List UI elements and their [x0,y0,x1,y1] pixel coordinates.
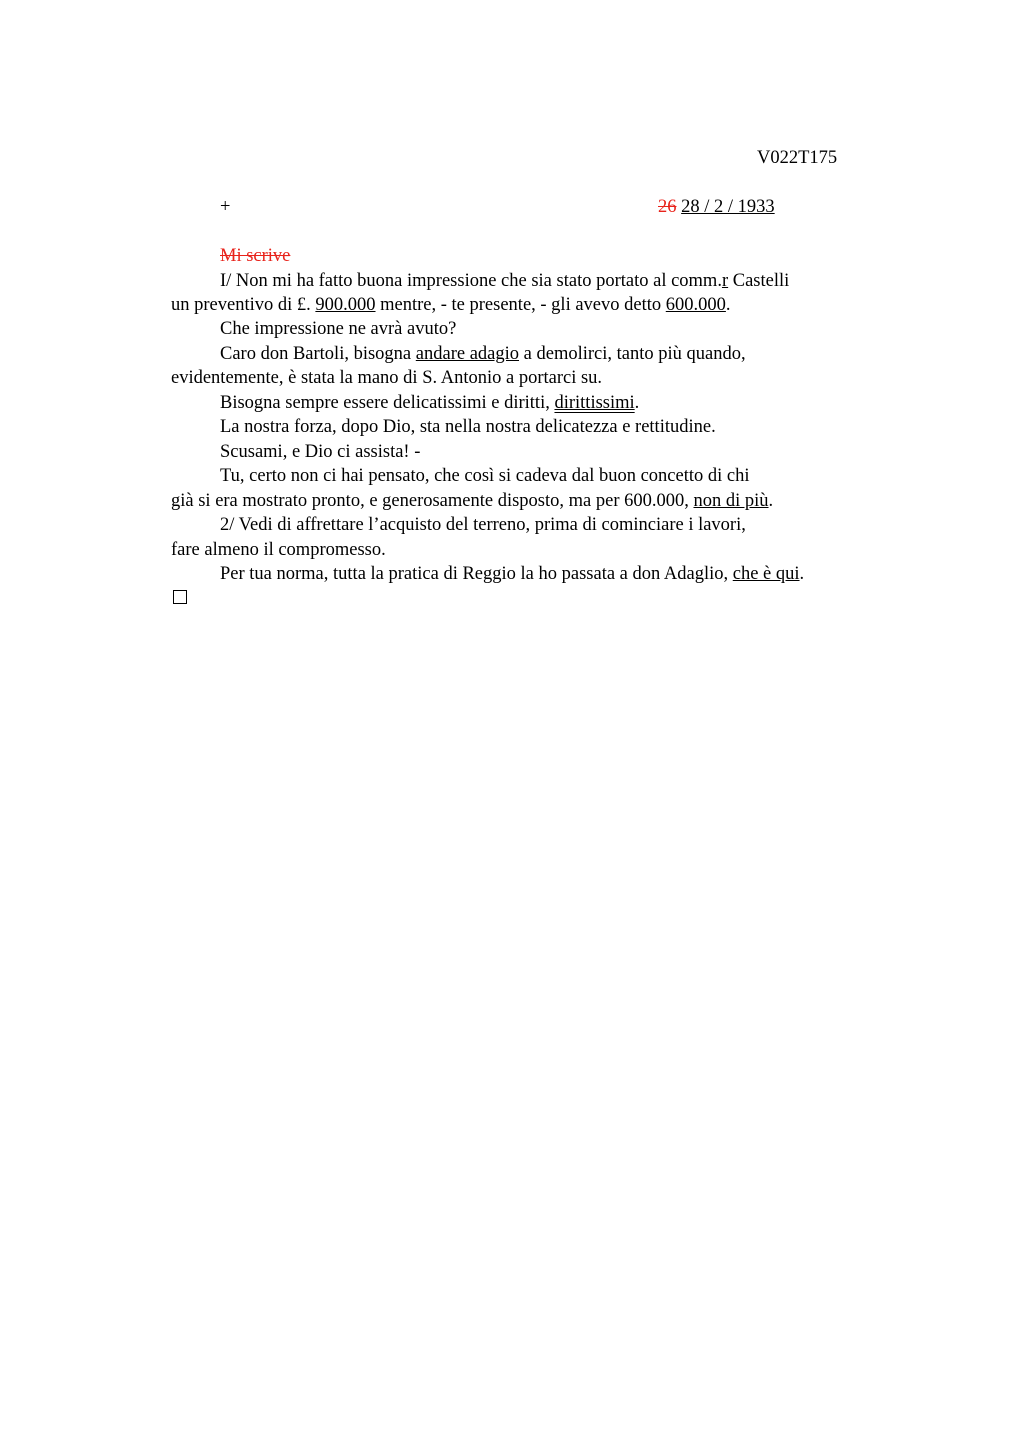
struck-heading: Mi scrive [220,246,291,266]
paragraph-line: un preventivo di £. 900.000 mentre, - te presente, - gli avevo detto 600.000. [171,295,731,315]
paragraph-line: I/ Non mi ha fatto buona impressione che sia stato portato al comm.r Castelli [220,271,790,291]
paragraph-line: La nostra forza, dopo Dio, sta nella nostra delicatezza e rettitudine. [220,417,716,437]
end-box-icon [173,590,187,604]
paragraph-line: evidentemente, è stata la mano di S. Antonio a portarci su. [171,368,603,388]
cross-mark: + [220,197,231,217]
paragraph-line: Scusami, e Dio ci assista! - [220,442,421,462]
paragraph-line: fare almeno il compromesso. [171,540,386,560]
paragraph-line: 2/ Vedi di affrettare l’acquisto del terreno, prima di cominciare i lavori, [220,515,746,535]
paragraph-line: Caro don Bartoli, bisogna andare adagio a demolirci, tanto più quando, [220,344,746,364]
paragraph-line: Che impressione ne avrà avuto? [220,319,457,339]
letter-date [658,196,775,218]
paragraph-line: Per tua norma, tutta la pratica di Reggio la ho passata a don Adaglio, che è qui. [220,564,805,584]
date-value: 28 / 2 / 1933 [681,197,775,217]
paragraph-line: Tu, certo non ci hai pensato, che così si cadeva dal buon concetto di chi [220,466,750,486]
struck-date: 26 [658,197,677,217]
document-id: V022T175 [757,148,838,168]
paragraph-line: già si era mostrato pronto, e generosamente disposto, ma per 600.000, non di più. [171,491,774,511]
paragraph-line: Bisogna sempre essere delicatissimi e diritti, dirittissimi. [220,393,640,413]
